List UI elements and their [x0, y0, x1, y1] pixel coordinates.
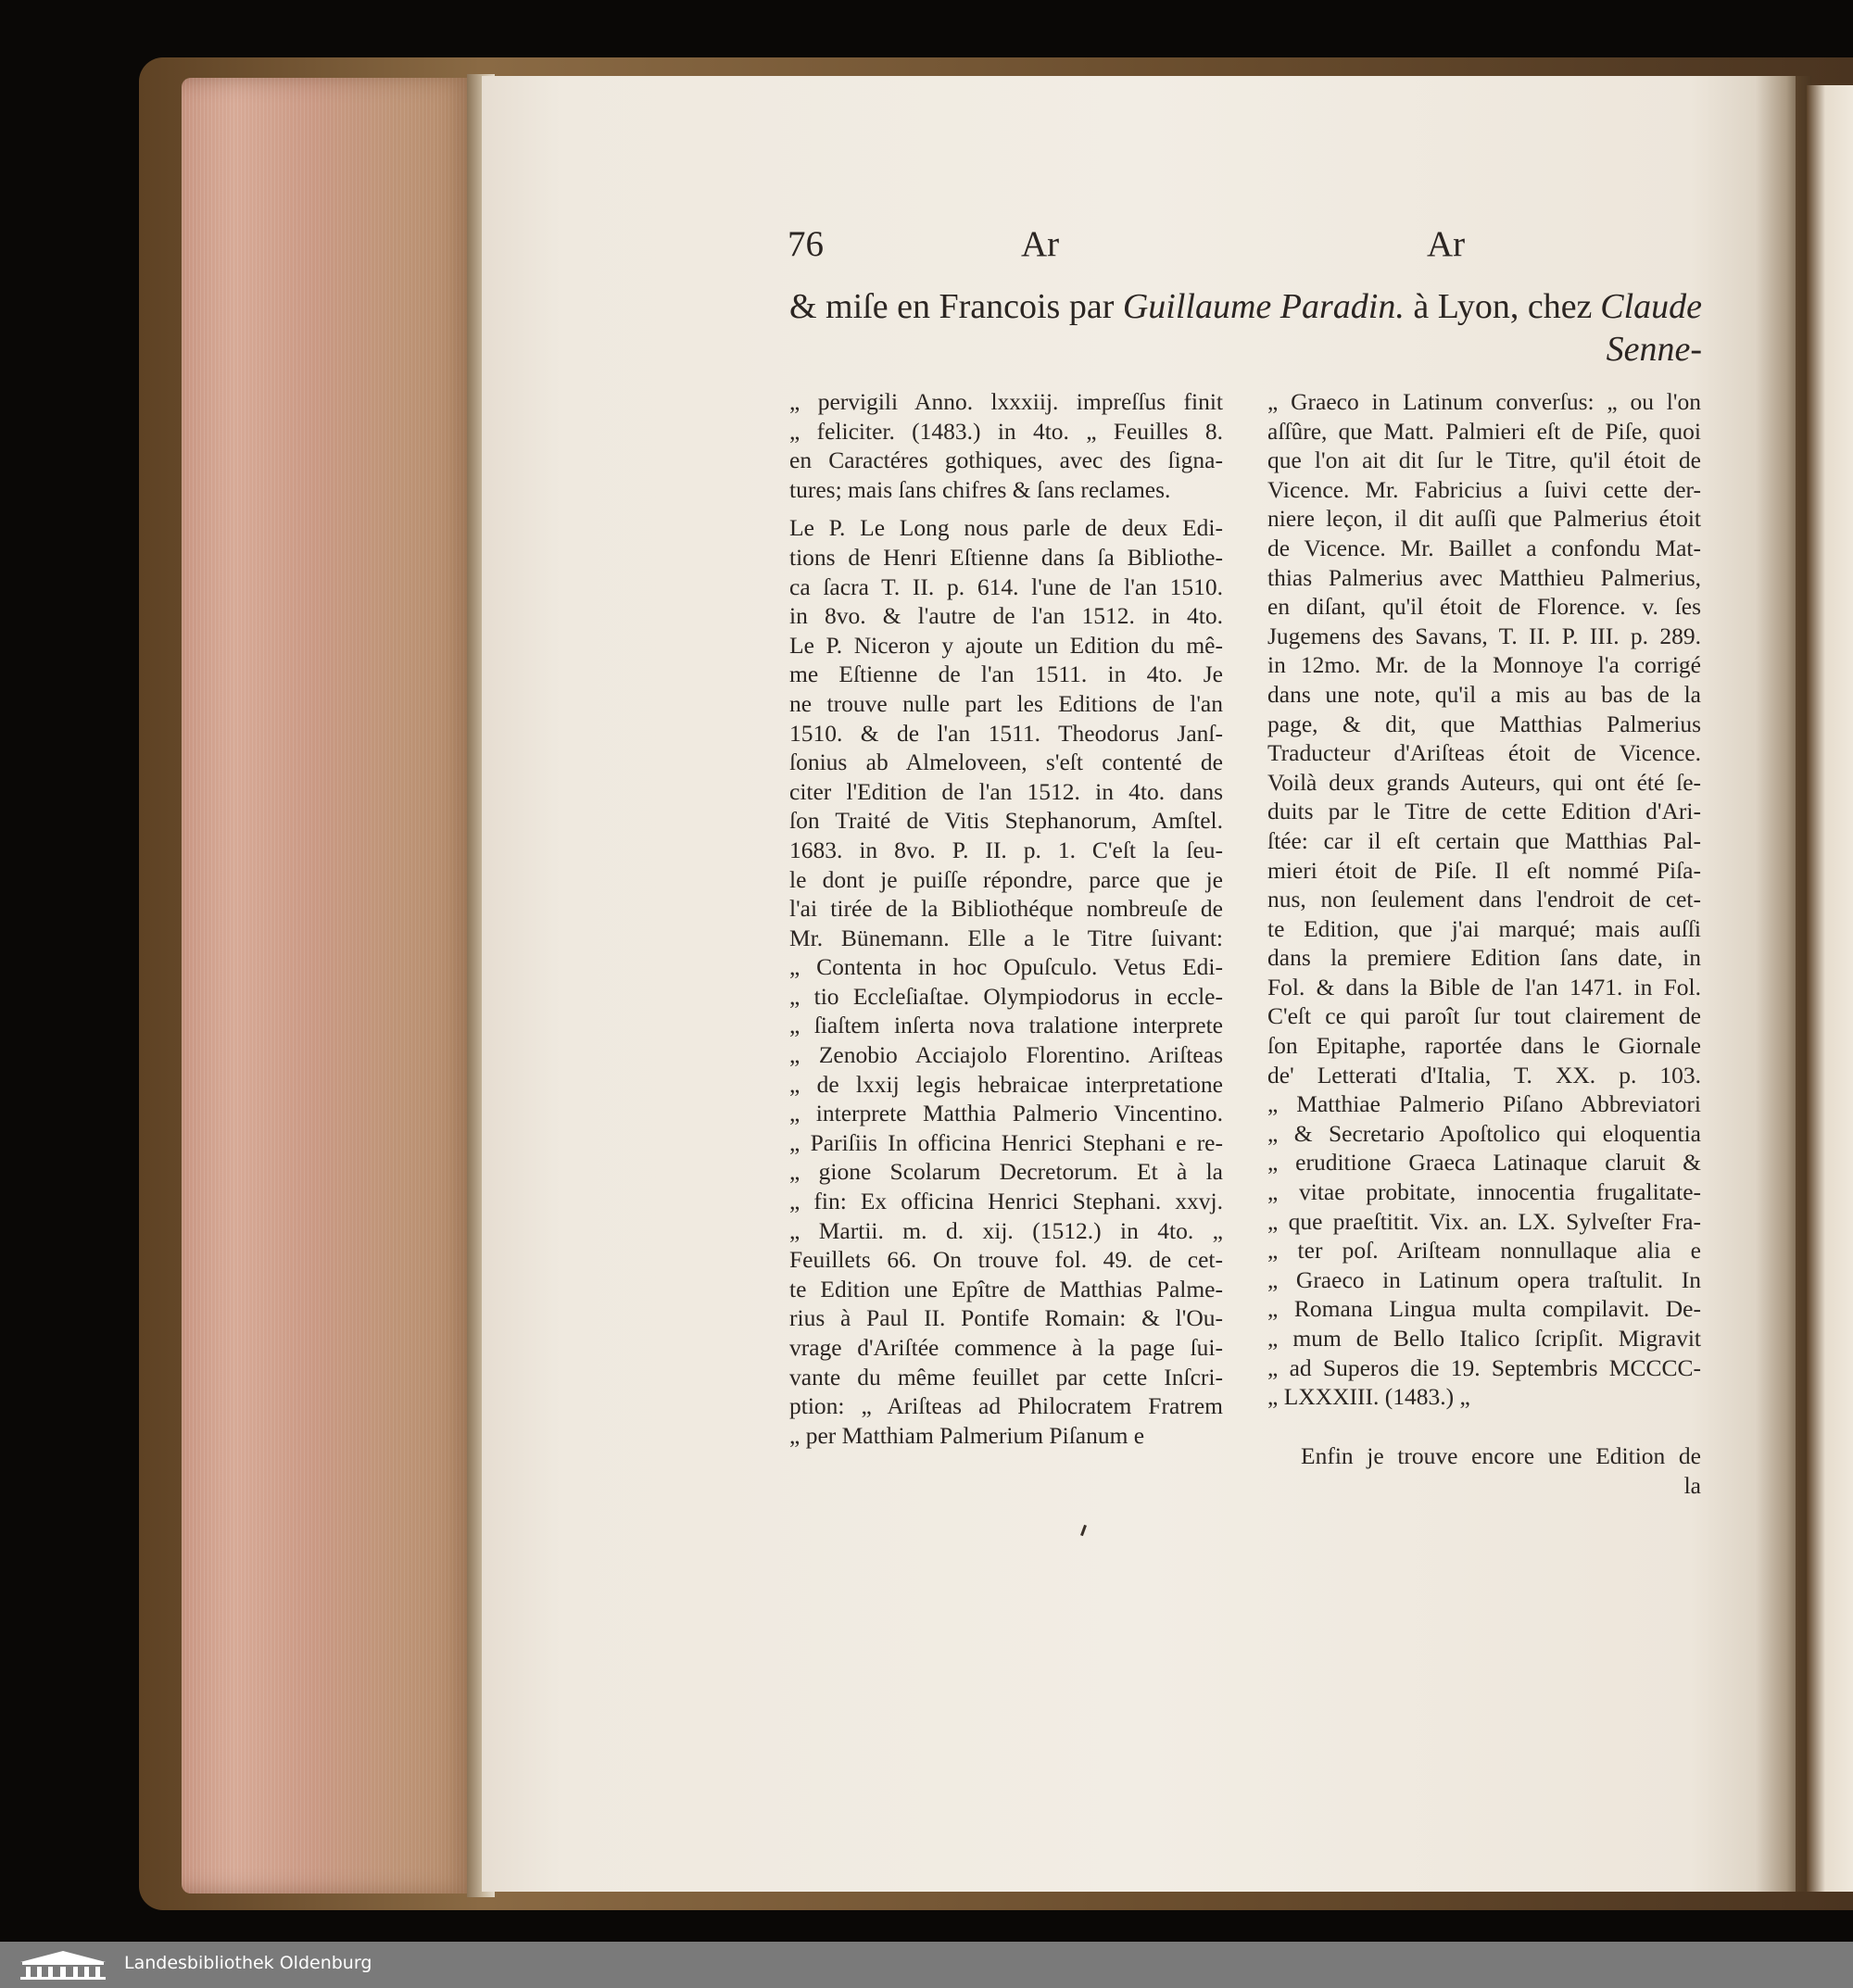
left-column-line: vante du même feuillet par cette Inſcri-	[789, 1363, 1223, 1390]
right-column-line: en diſant, qu'il étoit de Florence. v. ſes	[1267, 593, 1701, 621]
left-column-line: l'ai tirée de la Bibliothéque nombreuſe de	[789, 895, 1223, 923]
right-column-line: ſtée: car il eſt certain que Matthias Pal-	[1267, 826, 1701, 854]
running-head-left: Ar	[1021, 224, 1060, 264]
right-column-line: dans la premiere Edition ſans date, in	[1267, 944, 1701, 972]
right-column-line: „ eruditione Graeca Latinaque claruit &	[1267, 1149, 1701, 1176]
left-column-line: „ ſiaſtem inſerta nova tralatione interprete	[789, 1012, 1223, 1039]
right-column-line: Traducteur d'Ariſteas étoit de Vicence.	[1267, 739, 1701, 767]
page-gutter	[1756, 76, 1811, 1892]
footer-bar	[0, 1942, 1853, 1988]
facing-page-edge	[1807, 85, 1853, 1892]
left-column-line: en Caractéres gothiques, avec des ſigna-	[789, 447, 1223, 474]
left-column-line: le dont je puiſſe répondre, parce que je	[789, 865, 1223, 893]
right-column-line: de Vicence. Mr. Baillet a confondu Mat-	[1267, 534, 1701, 561]
right-column-line: „ Romana Lingua multa compilavit. De-	[1267, 1295, 1701, 1323]
footer-library-name: Landesbibliothek Oldenburg	[124, 1953, 372, 1973]
right-column-line: thias Palmerius avec Matthieu Palmerius,	[1267, 563, 1701, 591]
page-edges-shade	[213, 78, 476, 1894]
left-column-line: Le P. Niceron y ajoute un Edition du mê-	[789, 631, 1223, 659]
right-column-line: „ Graeco in Latinum converſus: „ ou l'on	[1267, 388, 1701, 415]
right-text-column	[1267, 387, 1701, 1412]
closing-paragraph	[1301, 1441, 1701, 1500]
left-column-line: ſonius ab Almeloveen, s'eſt contenté de	[789, 749, 1223, 776]
right-column-line: ſon Epitaphe, raportée dans le Giornale	[1267, 1032, 1701, 1060]
run-in-line-1	[789, 285, 1702, 328]
right-column-line: „ ter poſ. Ariſteam nonnullaque alia e	[1267, 1237, 1701, 1265]
left-column-line: ſon Traité de Vitis Stephanorum, Amſtel.	[789, 807, 1223, 835]
left-column-line: „ per Matthiam Palmerium Piſanum e	[789, 1421, 1145, 1449]
left-column-line: „ tio Eccleſiaſtae. Olympiodorus in eccle-	[789, 982, 1223, 1010]
right-column-line: page, & dit, que Matthias Palmerius	[1267, 710, 1701, 737]
right-column-line: „ ad Superos die 19. Septembris MCCCC-	[1267, 1353, 1701, 1381]
left-column-line: ca ſacra T. II. p. 614. l'une de l'an 1510.	[789, 572, 1223, 600]
right-column-line: Voilà deux grands Auteurs, qui ont été ſe-	[1267, 768, 1701, 796]
right-column-line: „ & Secretario Apoſtolico qui eloquentia	[1267, 1119, 1701, 1147]
left-column-line: rius à Paul II. Pontife Romain: & l'Ou-	[789, 1304, 1223, 1332]
left-column-line: tures; mais ſans chifres & ſans reclames.	[789, 475, 1171, 503]
right-column-line: dans une note, qu'il a mis au bas de la	[1267, 680, 1701, 708]
run-in-line-2: Senne-	[1606, 330, 1702, 369]
right-column-line: aſſûre, que Matt. Palmieri eſt de Piſe, quoi	[1267, 417, 1701, 445]
right-column-line: „ Matthiae Palmerio Piſano Abbreviatori	[1267, 1090, 1701, 1118]
right-column-line: niere leçon, il dit auſſi que Palmerius étoit	[1267, 505, 1701, 533]
left-column-line: „ gione Scolarum Decretorum. Et à la	[789, 1158, 1223, 1186]
left-column-line: „ de lxxij legis hebraicae interpretatione	[789, 1070, 1223, 1098]
run-in-text-c: à Lyon, chez	[1404, 287, 1593, 326]
library-building-icon	[17, 1949, 109, 1981]
left-column-paragraph-gap	[789, 504, 1223, 513]
left-column-line: „ Martii. m. d. xij. (1512.) in 4to. „	[789, 1216, 1223, 1244]
right-column-line: „ Graeco in Latinum opera traſtulit. In	[1267, 1265, 1701, 1293]
left-column-line: citer l'Edition de l'an 1512. in 4to. dans	[789, 777, 1223, 805]
left-column-line: vrage d'Ariſtée commence à la page ſui-	[789, 1334, 1223, 1361]
left-column-line: Feuillets 66. On trouve fol. 49. de cet-	[789, 1246, 1223, 1274]
left-column-line: ne trouve nulle part les Editions de l'an	[789, 689, 1223, 717]
left-column-line: Mr. Bünemann. Elle a le Titre ſuivant:	[789, 924, 1223, 951]
run-in-heading	[789, 285, 1702, 371]
left-column-line: „ interprete Matthia Palmerio Vincentino.	[789, 1100, 1223, 1127]
right-column-line: C'eſt ce qui paroît ſur tout clairement de	[1267, 1002, 1701, 1030]
closing-line-1: Enfin je trouve encore une Edition de	[1301, 1442, 1701, 1469]
left-column-line: „ pervigili Anno. lxxxiij. impreſſus finit	[789, 388, 1223, 415]
right-column-line: mieri étoit de Piſe. Il eſt nommé Piſa-	[1267, 856, 1701, 884]
closing-line-2: la	[1683, 1471, 1701, 1499]
left-column-line: „ Pariſiis In officina Henrici Stephani e re-	[789, 1128, 1223, 1156]
run-in-author: Guillaume Paradin.	[1122, 287, 1405, 326]
run-in-publisher: Claude	[1600, 287, 1702, 326]
left-text-column	[789, 387, 1223, 1450]
right-column-line: „ LXXXIII. (1483.) „	[1267, 1383, 1470, 1411]
left-column-line: „ Contenta in hoc Opuſculo. Vetus Edi-	[789, 953, 1223, 981]
right-column-line: „ vitae probitate, innocentia frugalitate-	[1267, 1178, 1701, 1206]
right-column-line: nus, non ſeulement dans l'endroit de cet-	[1267, 886, 1701, 913]
right-column-line: „ que praeſtitit. Vix. an. LX. Sylveſter Fra-	[1267, 1207, 1701, 1235]
left-column-line: ption: „ Ariſteas ad Philocratem Fratrem	[789, 1392, 1223, 1420]
right-column-line: duits par le Titre de cette Edition d'Ari-	[1267, 798, 1701, 825]
running-head-right: Ar	[1427, 224, 1466, 264]
left-column-line: „ Zenobio Acciajolo Florentino. Ariſteas	[789, 1041, 1223, 1069]
right-column-line: in 12mo. Mr. de la Monnoye l'a corrigé	[1267, 651, 1701, 679]
right-column-line: „ mum de Bello Italico ſcripſit. Migravit	[1267, 1325, 1701, 1352]
left-column-line: me Eſtienne de l'an 1511. in 4to. Je	[789, 661, 1223, 688]
left-column-line: „ fin: Ex officina Henrici Stephani. xxvj.	[789, 1188, 1223, 1215]
right-column-line: que l'on ait dit ſur le Titre, qu'il étoit de	[1267, 447, 1701, 474]
left-column-line: Le P. Le Long nous parle de deux Edi-	[789, 514, 1223, 542]
right-column-line: Jugemens des Savans, T. II. P. III. p. 289.	[1267, 622, 1701, 649]
right-column-line: de' Letterati d'Italia, T. XX. p. 103.	[1267, 1061, 1701, 1088]
right-column-line: te Edition, que j'ai marqué; mais auſſi	[1267, 914, 1701, 942]
left-column-line: tions de Henri Eſtienne dans ſa Bibliothe-	[789, 543, 1223, 571]
left-column-line: in 8vo. & l'autre de l'an 1512. in 4to.	[789, 602, 1223, 630]
run-in-text-a: & miſe en Francois par	[789, 287, 1123, 326]
left-column-line: 1510. & de l'an 1511. Theodorus Janſ-	[789, 719, 1223, 747]
right-column-line: Vicence. Mr. Fabricius a ſuivi cette der-	[1267, 475, 1701, 503]
page-number: 76	[788, 224, 824, 264]
right-column-line: Fol. & dans la Bible de l'an 1471. in Fol.	[1267, 973, 1701, 1000]
left-column-line: 1683. in 8vo. P. II. p. 1. C'eſt la ſeu-	[789, 836, 1223, 863]
left-column-line: „ feliciter. (1483.) in 4to. „ Feuilles 8.	[789, 417, 1223, 445]
left-column-line: te Edition une Epître de Matthias Palme-	[789, 1275, 1223, 1302]
